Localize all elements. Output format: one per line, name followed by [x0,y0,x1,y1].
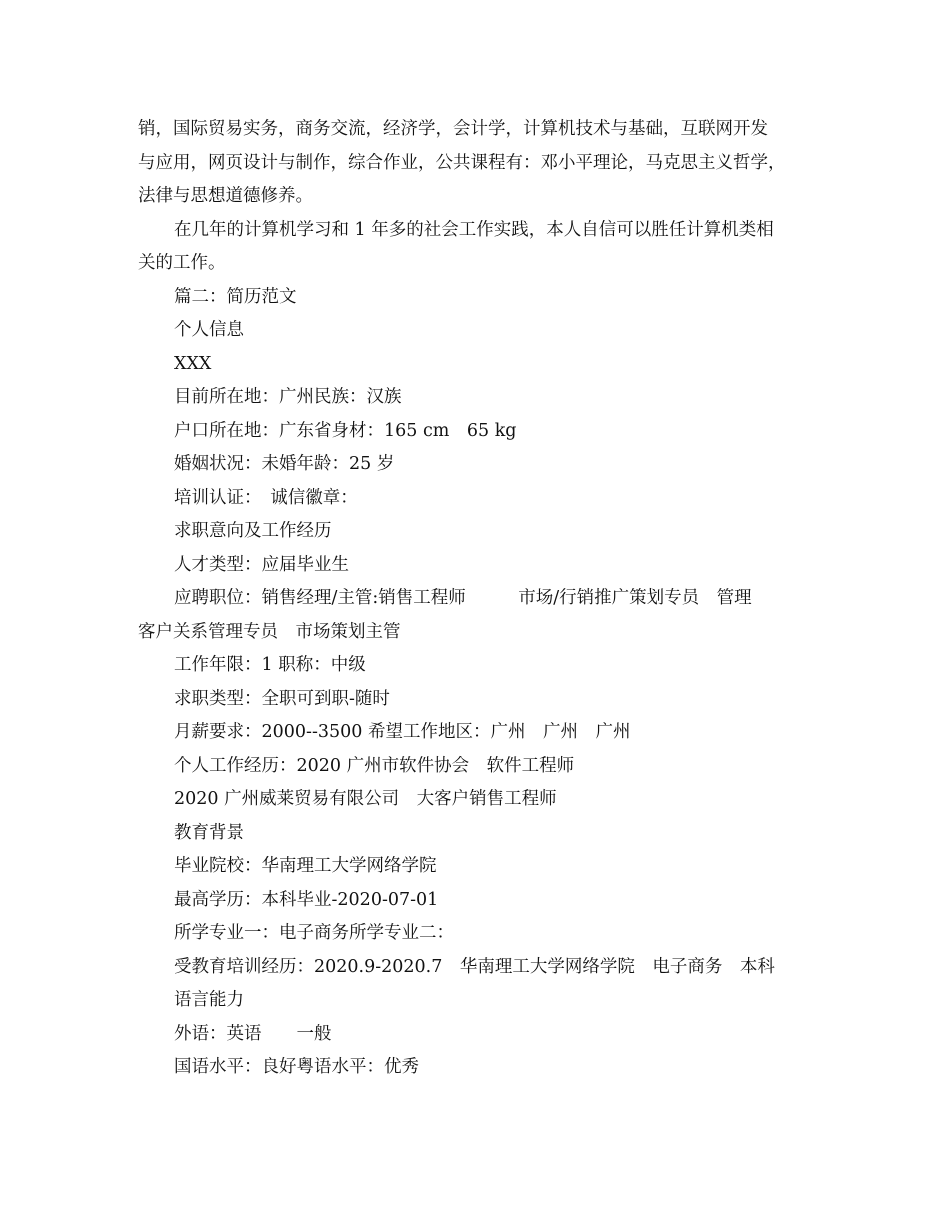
job-intention-heading: 求职意向及工作经历 [174,521,332,541]
major-line: 所学专业一：电子商务所学专业二： [174,923,454,943]
candidate-name: XXX [174,353,212,374]
training-cert-line: 培训认证： 诚信徽章： [174,487,358,508]
work-experience-line-1: 个人工作经历：2020 广州市软件协会 软件工程师 [174,755,575,776]
education-heading: 教育背景 [174,822,244,843]
section-title: 篇二：简历范文 [174,286,297,307]
intro-line-3: 法律与思想道德修养。 [138,186,313,206]
location-line: 目前所在地：广州民族：汉族 [174,387,402,407]
position-line-1: 应聘职位：销售经理/主管:销售工程师 市场/行销推广策划专员 管理 [174,588,752,608]
language-heading: 语言能力 [174,990,244,1010]
salary-line: 月薪要求：2000--3500 希望工作地区：广州 广州 广州 [174,722,631,742]
position-line-2: 客户关系管理专员 市场策划主管 [138,621,401,642]
training-experience-line: 受教育培训经历：2020.9-2020.7 华南理工大学网络学院 电子商务 本科 [174,956,775,977]
work-years-line: 工作年限：1 职称：中级 [174,655,366,675]
degree-line: 最高学历：本科毕业-2020-07-01 [174,889,439,910]
job-type-line: 求职类型：全职可到职-随时 [174,688,390,709]
mandarin-line: 国语水平：良好粤语水平：优秀 [174,1057,419,1077]
intro-line-2: 与应用，网页设计与制作，综合作业，公共课程有：邓小平理论，马克思主义哲学， [138,152,786,173]
summary-line-1: 在几年的计算机学习和 1 年多的社会工作实践，本人自信可以胜任计算机类相 [174,219,774,240]
summary-paragraph [138,214,828,281]
intro-line-1: 销，国际贸易实务，商务交流，经济学，会计学，计算机技术与基础，互联网开发 [138,119,768,139]
school-line: 毕业院校：华南理工大学网络学院 [174,856,437,876]
marital-line: 婚姻状况：未婚年龄：25 岁 [174,454,395,474]
foreign-language-line: 外语：英语 一般 [174,1023,332,1044]
document-page [138,113,828,1085]
personal-info-heading: 个人信息 [174,320,244,340]
hukou-line: 户口所在地：广东省身材：165 cm 65 kg [174,420,517,441]
summary-line-2: 关的工作。 [138,253,226,273]
work-experience-line-2: 2020 广州威莱贸易有限公司 大客户销售工程师 [174,789,557,809]
intro-paragraph [138,113,828,214]
position-paragraph [138,582,828,649]
talent-type-line: 人才类型：应届毕业生 [174,554,349,575]
